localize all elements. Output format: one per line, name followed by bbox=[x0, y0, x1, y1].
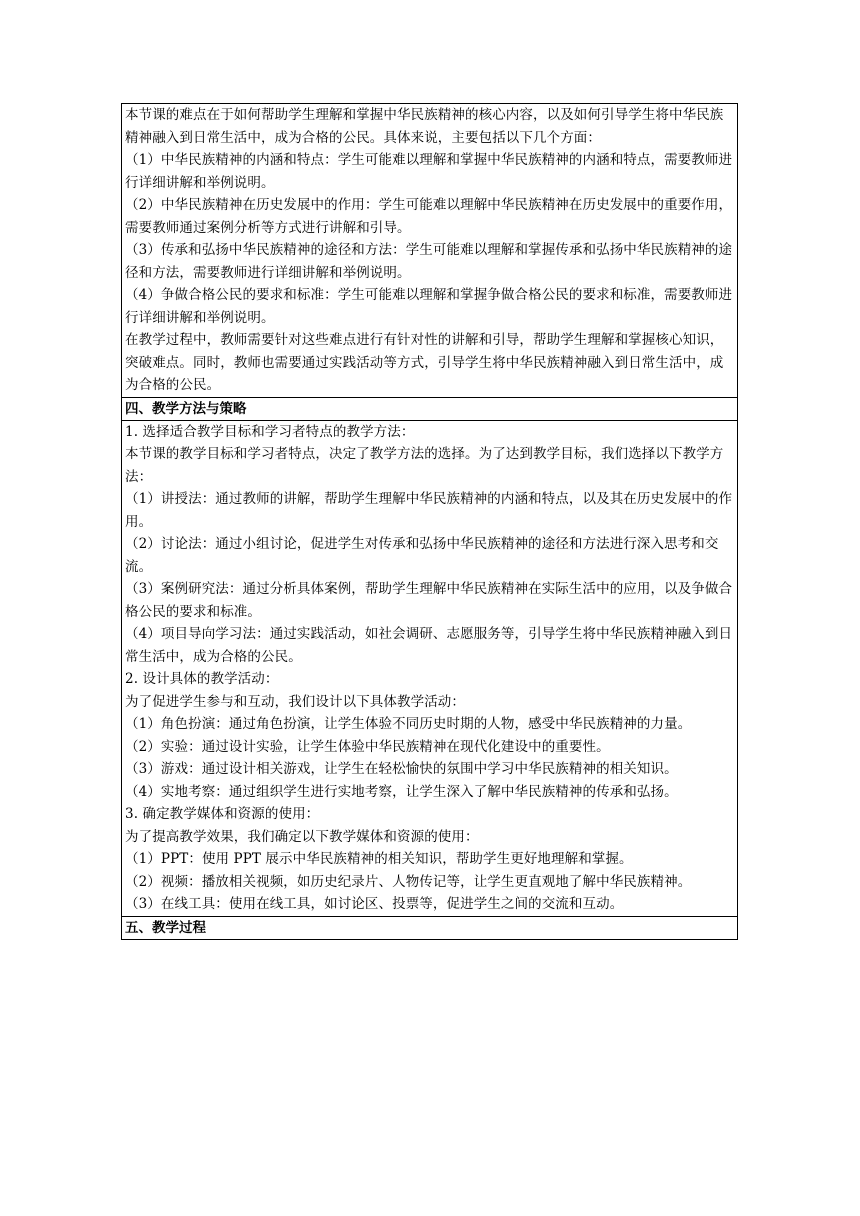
paragraph: （3）传承和弘扬中华民族精神的途径和方法：学生可能难以理解和掌握传承和弘扬中华民族精神的途径和方法，需要教师进行详细讲解和举例说明。 bbox=[125, 242, 733, 281]
paragraph: 3. 确定教学媒体和资源的使用： bbox=[125, 806, 320, 822]
paragraph: 2. 设计具体的教学活动： bbox=[125, 671, 279, 687]
paragraph: （4）项目导向学习法：通过实践活动，如社会调研、志愿服务等，引导学生将中华民族精神融入到日常生活中，成为合格的公民。 bbox=[125, 626, 733, 665]
paragraph: 本节课的教学目标和学习者特点，决定了教学方法的选择。为了达到教学目标，我们选择以下教学方法： bbox=[125, 446, 724, 485]
paragraph: （3）游戏：通过设计相关游戏，让学生在轻松愉快的氛围中学习中华民族精神的相关知识。 bbox=[125, 761, 678, 777]
paragraph: 1. 选择适合教学目标和学习者特点的教学方法： bbox=[125, 423, 415, 440]
paragraph: 在教学过程中，教师需要针对这些难点进行有针对性的讲解和引导，帮助学生理解和掌握核心知识，突破难点。同时，教师也需要通过实践活动等方式，引导学生将中华民族精神融入到日常生活中，成为合格的公民。 bbox=[125, 332, 724, 393]
methods-row bbox=[122, 420, 738, 916]
paragraph: （3）在线工具：使用在线工具，如讨论区、投票等，促进学生之间的交流和互动。 bbox=[125, 896, 624, 912]
paragraph: （1）中华民族精神的内涵和特点：学生可能难以理解和掌握中华民族精神的内涵和特点，需要教师进行详细讲解和举例说明。 bbox=[125, 152, 733, 191]
paragraph: （1）PPT：使用 PPT 展示中华民族精神的相关知识，帮助学生更好地理解和掌握。 bbox=[125, 851, 633, 867]
paragraph: 本节课的难点在于如何帮助学生理解和掌握中华民族精神的核心内容，以及如何引导学生将中华民族精神融入到日常生活中，成为合格的公民。具体来说，主要包括以下几个方面： bbox=[125, 107, 724, 146]
paragraph: （2）实验：通过设计实验，让学生体验中华民族精神在现代化建设中的重要性。 bbox=[125, 738, 610, 755]
lesson-plan-table bbox=[121, 103, 738, 940]
paragraph: （3）案例研究法：通过分析具体案例，帮助学生理解中华民族精神在实际生活中的应用，以及争做合格公民的要求和标准。 bbox=[125, 581, 733, 620]
difficulty-cell bbox=[122, 104, 738, 398]
difficulty-row bbox=[122, 104, 738, 398]
paragraph: 为了提高教学效果，我们确定以下教学媒体和资源的使用： bbox=[125, 828, 479, 845]
paragraph: （2）视频：播放相关视频，如历史纪录片、人物传记等，让学生更直观地了解中华民族精神。 bbox=[125, 873, 692, 890]
section-heading-methods: 四、教学方法与策略 bbox=[122, 397, 738, 420]
paragraph: （2）讨论法：通过小组讨论，促进学生对传承和弘扬中华民族精神的途径和方法进行深入思考和交流。 bbox=[125, 536, 719, 575]
paragraph: （4）争做合格公民的要求和标准：学生可能难以理解和掌握争做合格公民的要求和标准，需要教师进行详细讲解和举例说明。 bbox=[125, 287, 733, 326]
paragraph: 为了促进学生参与和互动，我们设计以下具体教学活动： bbox=[125, 693, 465, 710]
paragraph: （1）角色扮演：通过角色扮演，让学生体验不同历史时期的人物，感受中华民族精神的力量。 bbox=[125, 716, 692, 732]
section-heading-process: 五、教学过程 bbox=[122, 916, 738, 939]
paragraph: （4）实地考察：通过组织学生进行实地考察，让学生深入了解中华民族精神的传承和弘扬。 bbox=[125, 783, 678, 800]
process-heading-row bbox=[122, 916, 738, 939]
methods-cell bbox=[122, 420, 738, 916]
paragraph: （1）讲授法：通过教师的讲解，帮助学生理解中华民族精神的内涵和特点，以及其在历史发展中的作用。 bbox=[125, 491, 733, 530]
methods-heading-row bbox=[122, 397, 738, 420]
paragraph: （2）中华民族精神在历史发展中的作用：学生可能难以理解中华民族精神在历史发展中的重要作用，需要教师通过案例分析等方式进行讲解和引导。 bbox=[125, 197, 733, 236]
